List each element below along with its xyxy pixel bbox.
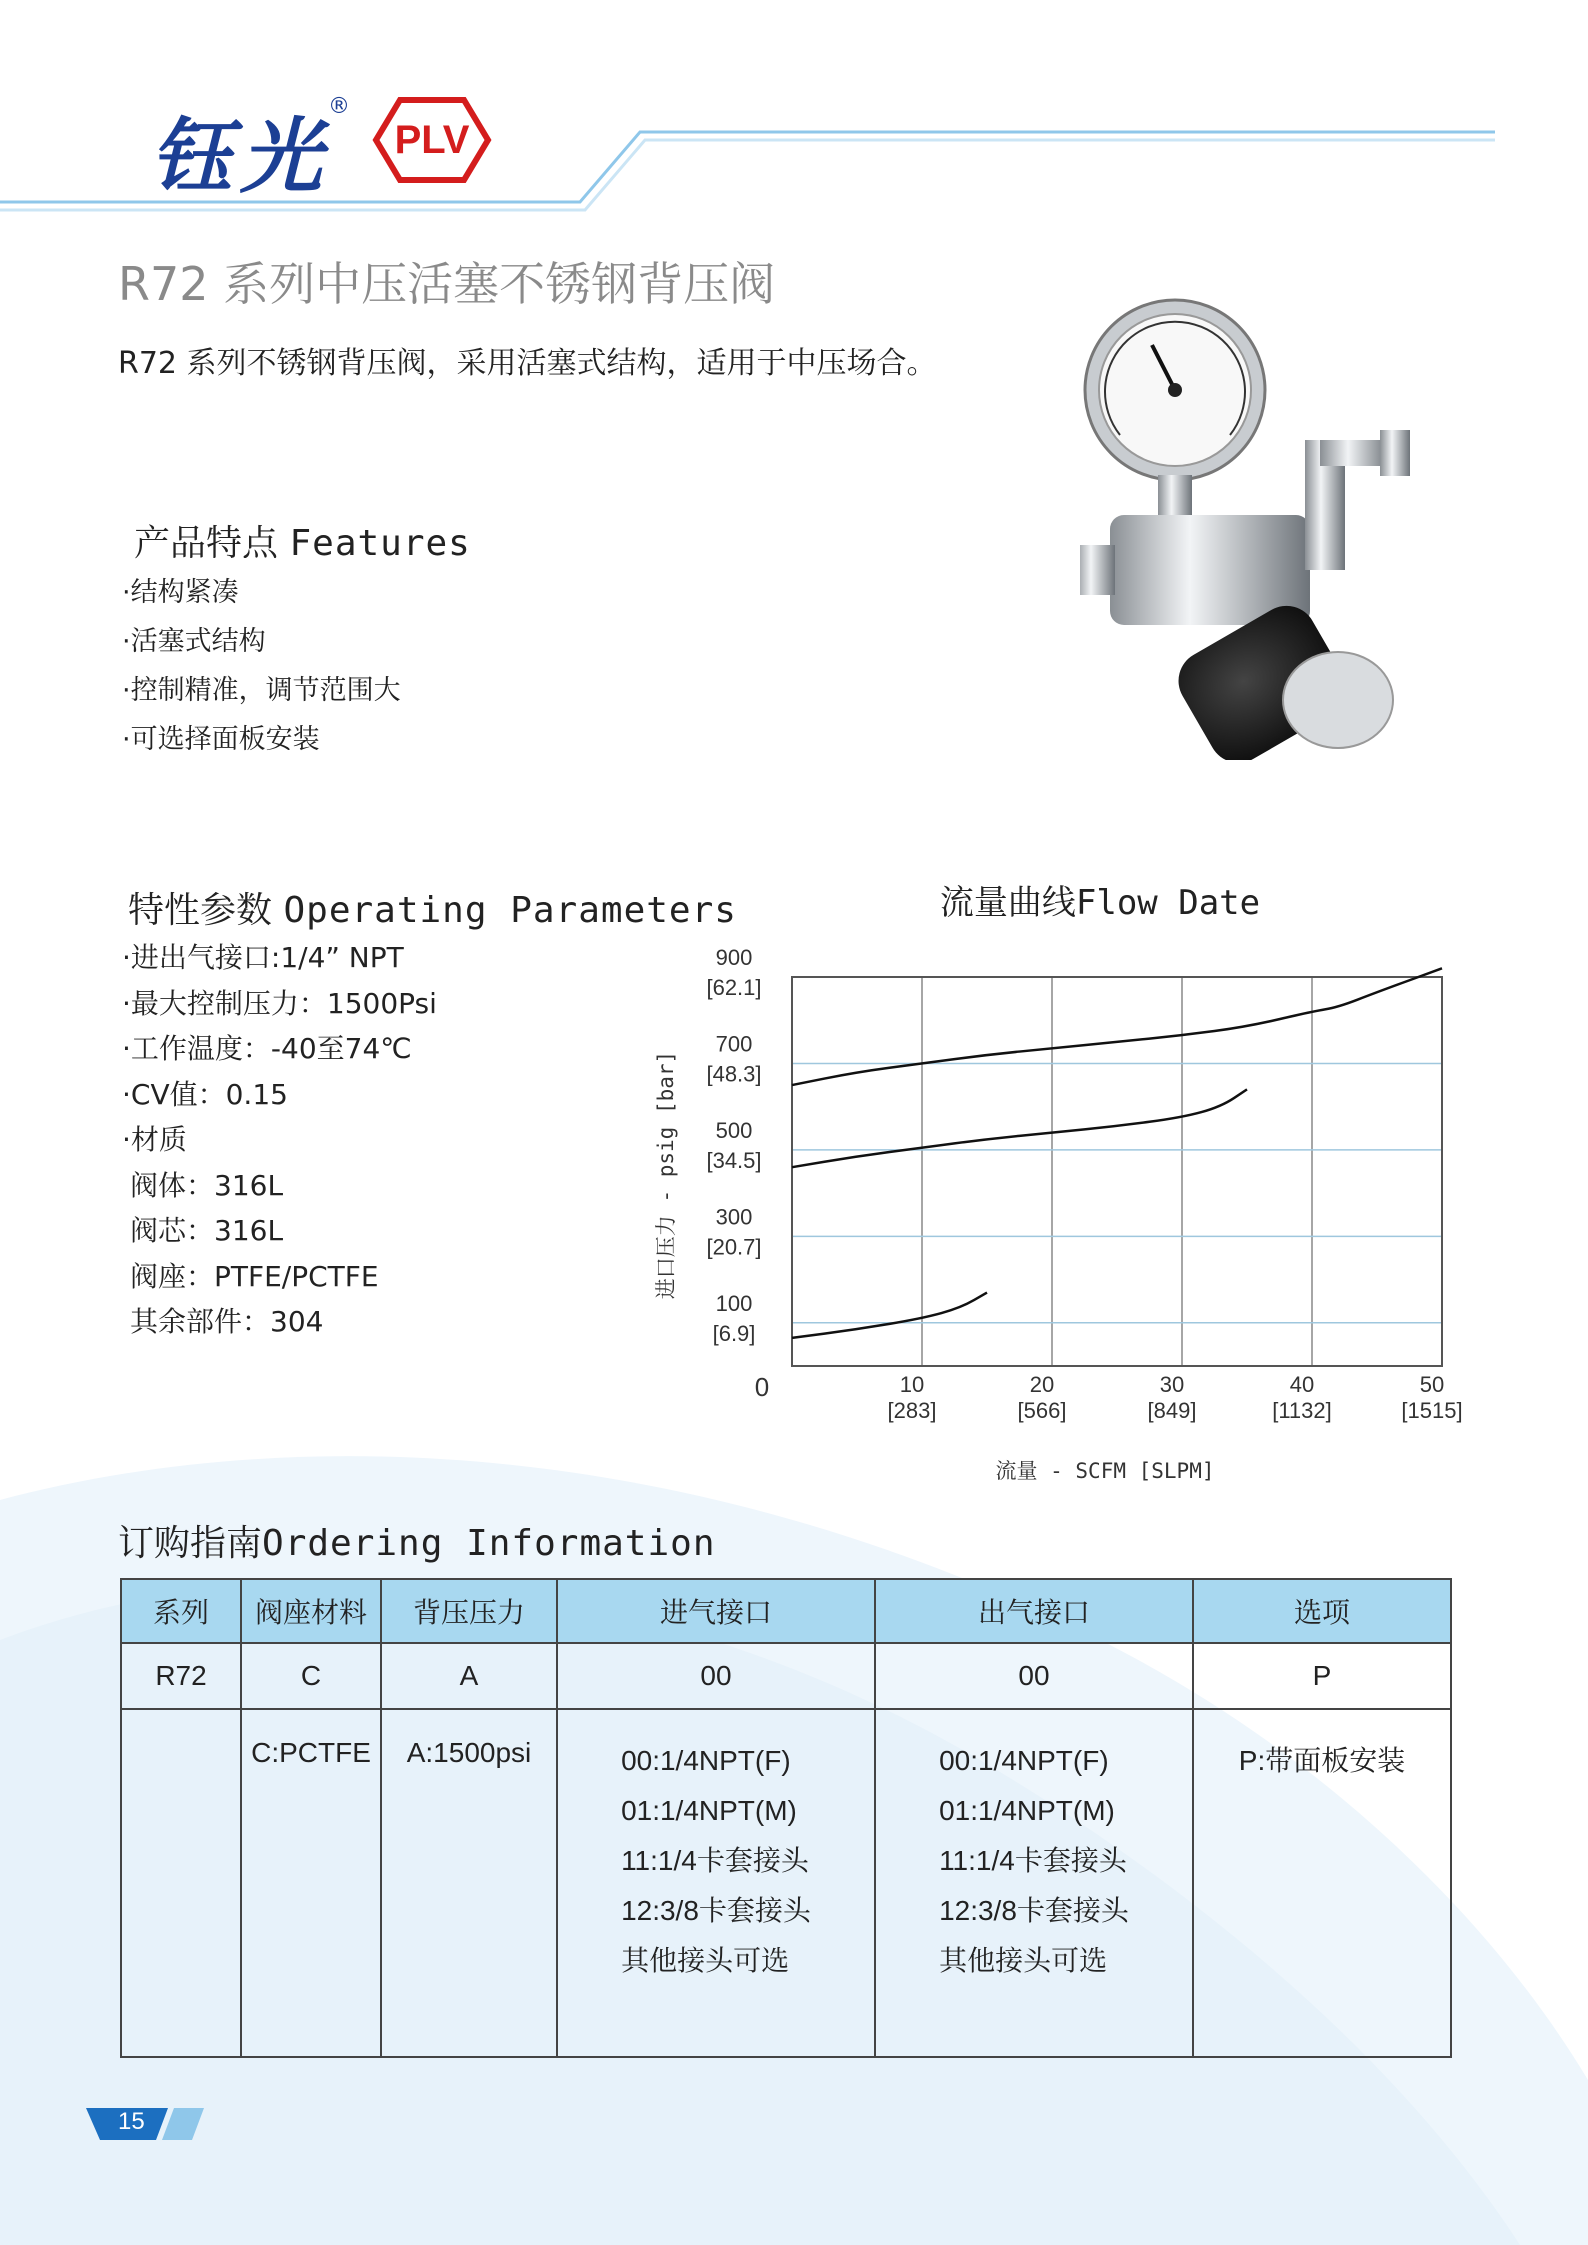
ordering-title-en: Ordering Information — [262, 1523, 716, 1564]
y-tick-sublabel: [48.3] — [706, 1061, 762, 1087]
feature-item: ·控制精准，调节范围大 — [122, 675, 401, 706]
y-tick-sublabel: [20.7] — [706, 1234, 762, 1260]
option-item: 其他接头可选 — [621, 1945, 790, 1976]
x-tick-label: 20 — [1029, 1372, 1055, 1397]
parameter-item: ·进出气接口:1/4” NPT — [122, 941, 404, 974]
header-back-pressure: 背压压力 — [381, 1579, 557, 1643]
options-back-pressure — [381, 1709, 557, 2057]
table-header-row — [121, 1579, 1451, 1643]
features-title-en: Features — [289, 523, 471, 564]
parameter-item: ·最大控制压力：1500Psi — [122, 986, 437, 1020]
origin-label: 0 — [754, 1372, 770, 1402]
flow-curve-2 — [792, 1089, 1247, 1167]
value-outlet: 00 — [875, 1643, 1193, 1709]
table-row-options — [121, 1709, 1451, 2057]
parameter-item: 阀芯：316L — [130, 1214, 284, 1247]
parameter-item: 阀座：PTFE/PCTFE — [130, 1259, 379, 1293]
y-tick-label: 100 — [715, 1290, 753, 1316]
option-item: 01:1/4NPT(M) — [621, 1795, 797, 1826]
parameter-item: 其余部件：304 — [130, 1305, 324, 1338]
option-item: 12:3/8卡套接头 — [939, 1895, 1129, 1926]
x-tick-label: 10 — [899, 1372, 925, 1397]
y-tick-sublabel: [34.5] — [706, 1147, 762, 1173]
ordering-title — [118, 1515, 716, 1566]
brand-badge-label: PLV — [394, 118, 470, 162]
y-tick-sublabel: [62.1] — [706, 975, 762, 1000]
x-tick-sublabel: [1132] — [1272, 1398, 1332, 1423]
y-axis-label: 进口压力 - psig [bar] — [654, 1050, 678, 1300]
ordering-table — [120, 1578, 1452, 2058]
option-item: 00:1/4NPT(F) — [621, 1745, 791, 1776]
y-tick-sublabel: [6.9] — [712, 1320, 756, 1346]
option-item: A:1500psi — [406, 1737, 532, 1768]
x-tick-label: 40 — [1289, 1372, 1315, 1397]
option-item: 11:1/4卡套接头 — [939, 1845, 1127, 1876]
parameters-title-en: Operating Parameters — [283, 890, 737, 931]
options-extra — [1193, 1709, 1451, 2057]
option-item: 00:1/4NPT(F) — [939, 1745, 1109, 1776]
y-tick-label: 300 — [715, 1204, 753, 1230]
x-tick-label: 50 — [1419, 1372, 1445, 1397]
value-seat-material: C — [241, 1643, 381, 1709]
feature-item: ·结构紧凑 — [122, 577, 239, 608]
x-tick-sublabel: [849] — [1147, 1398, 1197, 1423]
registered-mark: ® — [328, 94, 350, 119]
y-tick-label: 900 — [715, 945, 753, 970]
page-title: R72 系列中压活塞不锈钢背压阀 — [118, 257, 776, 311]
plot-frame — [792, 977, 1442, 1366]
header-series: 系列 — [121, 1579, 241, 1643]
options-seat-material — [241, 1709, 381, 2057]
intro-text: R72 系列不锈钢背压阀，采用活塞式结构，适用于中压场合。 — [118, 346, 937, 381]
header-outlet: 出气接口 — [875, 1579, 1193, 1643]
parameter-item: 阀体：316L — [130, 1168, 284, 1202]
brand-logo-text: 钰光 — [150, 109, 330, 205]
option-item: 11:1/4卡套接头 — [621, 1845, 809, 1876]
flow-curve-3 — [792, 1293, 987, 1338]
page-number-tab — [86, 2108, 206, 2140]
option-item: 01:1/4NPT(M) — [939, 1795, 1115, 1826]
option-item: C:PCTFE — [251, 1737, 371, 1768]
feature-item: ·活塞式结构 — [122, 626, 266, 657]
header-inlet: 进气接口 — [557, 1579, 875, 1643]
parameter-item: ·CV值：0.15 — [122, 1077, 288, 1111]
ordering-title-cn: 订购指南 — [118, 1523, 263, 1564]
y-tick-label: 700 — [715, 1031, 753, 1057]
option-item: 其他接头可选 — [939, 1945, 1108, 1976]
x-tick-label: 30 — [1159, 1372, 1185, 1397]
options-inlet — [557, 1709, 875, 2057]
y-tick-label: 500 — [715, 1117, 753, 1143]
option-item: 12:3/8卡套接头 — [621, 1895, 811, 1926]
value-inlet: 00 — [557, 1643, 875, 1709]
x-tick-sublabel: [566] — [1017, 1398, 1067, 1423]
table-row-example — [121, 1643, 1451, 1709]
header-seat-material: 阀座材料 — [241, 1579, 381, 1643]
page-number: 15 — [118, 2108, 145, 2135]
x-axis-label: 流量 - SCFM [SLPM] — [995, 1459, 1215, 1483]
parameter-item: ·工作温度：-40至74℃ — [122, 1032, 412, 1065]
flow-curve-1 — [792, 968, 1442, 1085]
value-back-pressure: A — [381, 1643, 557, 1709]
x-tick-sublabel: [1515] — [1401, 1398, 1463, 1423]
parameter-item: ·材质 — [122, 1123, 187, 1156]
value-series: R72 — [121, 1643, 241, 1709]
chart-title: 流量曲线Flow Date — [939, 883, 1261, 923]
options-outlet — [875, 1709, 1193, 2057]
option-item: P:带面板安装 — [1238, 1745, 1406, 1776]
header-options: 选项 — [1193, 1579, 1451, 1643]
value-options: P — [1193, 1643, 1451, 1709]
feature-item: ·可选择面板安装 — [122, 724, 320, 755]
options-series — [121, 1709, 241, 2057]
parameters-title-cn: 特性参数 — [128, 890, 273, 931]
x-tick-sublabel: [283] — [887, 1398, 937, 1423]
features-title-cn: 产品特点 — [134, 523, 279, 564]
